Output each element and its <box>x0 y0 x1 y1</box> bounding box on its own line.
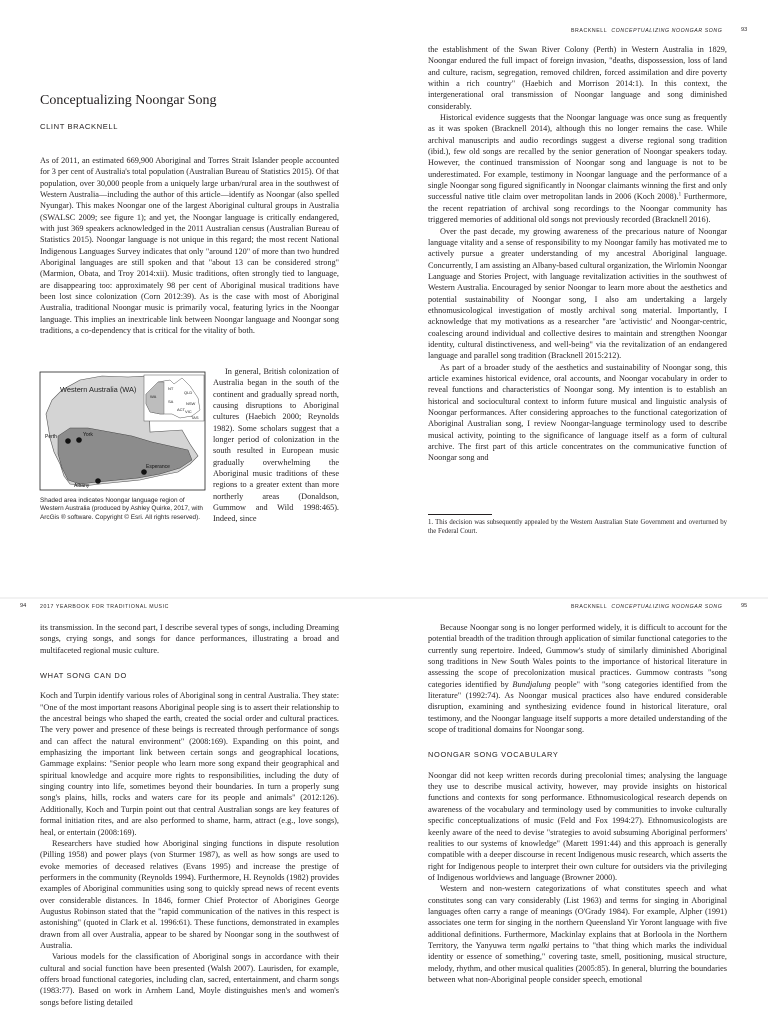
article-title: Conceptualizing Noongar Song <box>40 93 217 108</box>
paragraph: Various models for the classification of Aboriginal songs in accordance with their cultural and social function have been presented (Walsh 2007). Laurisden, for example, offers broad functional categories, including clan, sacred, entertainment, and charm songs (1983:77). Based on work in Arnhem Land, Moyle distinguishes men's and women's songs before listing detailed <box>40 952 339 1007</box>
paragraph: Researchers have studied how Aboriginal singing functions in dispute resolution (Pilling 1958) and power plays (von Sturmer 1987), as well as how songs are used to evoke memories of deceased relatives (Evans 1995) and increase the prestige of performers in the community (Reynolds 1994). Furthermore, H. Reynolds (1982) provides examples of Aboriginal communities using song to quickly spread news of recent events over considerable distances. In 1846, former Chief Protector of Aborigines George Augustus Robinson stated that the "rapid communication of the natives in this respect is astonishing" (quoted in Clark et al. 1996:61). These functions, demonstrated in examples drawn from all over Australia, appear to be shared by Noongar song in the southwest of Australia. <box>40 838 340 950</box>
paragraph: Because Noongar song is no longer performed widely, it is difficult to account for the potential breadth of the tradition through application of similar functional categories to the currently sung repertoire. Indeed, Gummow's study of similarly diminished Aboriginal song traditions in New South Wales points to the importance of historical literature in assessing the scope of precolonization musical practices. Gummow contrasts "song categories identified by Bundjalung people" with "song categories identified from the literature" (1992:74). As Noongar musical practices also have endured considerable disruption, examining and synthesizing evidence found in historical literature, oral testimony, and the Noongar language itself supports a more detailed understanding of the scope of traditional domains for Noongar song. <box>428 623 727 735</box>
place-label: Albany <box>74 483 90 489</box>
page-number: 94 <box>20 603 27 609</box>
place-label: Esperance <box>146 464 170 470</box>
paragraph <box>428 112 727 225</box>
right-column <box>428 44 727 464</box>
left-column <box>40 622 339 1008</box>
inset-label: TAS <box>191 415 199 420</box>
running-head: 2017 YEARBOOK FOR TRADITIONAL MUSIC <box>40 604 170 610</box>
paragraph: Koch and Turpin identify various roles of Aboriginal song in central Australia. They state: "One of the most important reasons Aboriginal people sing is to assert their relationship to the ancestral beings who shaped the earth, created the social order and cultural practices. The very power and presence of these beings is recreated through performance of songs and can affect the natural environment" (2008:169). Expanding on this point, and emphasizing the important link between certain songs and geographical locations, Gammage explains: "Senior people who learn more song expand their geographical and spiritual knowledge and acquire more rights to responsibilities, including the duty of singing country into life, sometimes beyond their boundaries. In turn a properly sung song's plains, hills, rocks and waters care for its people and animals" (2012:126). Additionally, Koch and Turpin point out that central Australian songs are key features of formal initiation rites, and are also performed to shame, harm, attract (e.g., love songs), heal, or entertain (2008:169). <box>40 691 339 837</box>
page-number: 93 <box>741 27 748 33</box>
paragraph: the establishment of the Swan River Colony (Perth) in Western Australia in 1829, Noongar endured the full impact of foreign invasion, "deaths, dispossession, loss of land and culture, racism, segregation, removed children, forced assimilation and dire poverty within a rich country" (Haebich and Morrison 2014:1). In this context, the intergenerational oral transmission of Noongar language and song diminished considerably. <box>428 45 727 111</box>
map-title: Western Australia (WA) <box>60 385 137 394</box>
inset-label: ACT <box>177 407 185 412</box>
paragraph: Noongar did not keep written records during precolonial times; analysing the language they use to describe musical activity, however, may provide insights on historical functions and contexts for song performance. Ethnomusicological research depends on awareness of the vocabulary and terminology used by communities to invoke culturally specific conceptualizations of music (Feld and Fox 1994:27). Ethnomusicologists are keenly aware of the need to devise "strategies to avoid subsuming Aboriginal performers' realities to our systems of knowledge" (Marett 1991:44) and this approach is generally compatible with a deeper discourse in recent Indigenous music research, which asserts the right for Indigenous people to interpret their own culture for outsiders via the privileging of Indigenous worldviews and language (Browner 2000). <box>428 770 727 882</box>
paragraph: its transmission. In the second part, I describe several types of songs, including Dreaming songs, crying songs, and songs for dance performances, illustrating a broad and multifaceted regional music culture. <box>40 623 339 655</box>
inset-label: SA <box>168 399 174 404</box>
paragraph: In general, British colonization of Australia began in the south of the continent and gradually spread north, causing disruptions to Aboriginal cultures (Haebich 2000; Reynolds 1982). Some scholars suggest that a longer period of colonization in the south resulted in European music gradually overwhelming the Aboriginal music traditions of these regions to a greater extent than more northerly areas (Donaldson, Gummow and Wild 1998:465). Indeed, since <box>213 367 339 524</box>
esperance-marker <box>141 469 147 475</box>
albany-marker <box>95 478 101 484</box>
inset-label: NT <box>168 386 174 391</box>
place-label: York <box>83 432 93 438</box>
wrap-paragraph <box>213 366 339 525</box>
footnote: 1. This decision was subsequently appealed by the Western Australian State Government and overturned by the Federal Court. <box>428 519 727 535</box>
spread-divider <box>0 597 768 599</box>
place-label: Perth <box>45 434 57 440</box>
running-head: BRACKNELL CONCEPTUALIZING NOONGAR SONG <box>571 604 723 610</box>
inset-label: QLD <box>184 390 193 395</box>
australia-inset <box>144 375 204 421</box>
spread-pages-94-95 <box>0 600 768 1024</box>
inset-label: VIC <box>185 409 192 414</box>
inset-label: NSW <box>186 401 196 406</box>
footnote-marker: 1 <box>678 192 682 198</box>
article-author: CLINT BRACKNELL <box>40 122 119 131</box>
page-number: 95 <box>741 603 748 609</box>
noongar-region-map <box>40 372 205 490</box>
paragraph-text: Furthermore, the recent repatriation of archival song recordings to the Noongar community has triggered memories of additional old songs not previously recorded (Bracknell 2016). <box>428 192 727 225</box>
footnote-rule <box>428 514 492 515</box>
section-heading: WHAT SONG CAN DO <box>40 671 127 681</box>
running-head: BRACKNELL CONCEPTUALIZING NOONGAR SONG <box>571 28 723 34</box>
perth-marker <box>65 438 71 444</box>
figure-caption: Shaded area indicates Noongar language region of Western Australia (produced by Ashley Quirke, 2017, with ArcGis ® software. Copyright © Esri. All rights reserved). <box>40 497 203 521</box>
paragraph: As part of a broader study of the aesthetics and sustainability of Noongar song, this article examines historical evidence, oral accounts, and Noongar vocabulary in order to reveal functions and characteristics of Noongar song. My intention is to establish an historical and sociocultural context to inform future musical and linguistic analysis of Noongar performances. After considering approaches to the functional categorization of Aboriginal Australian song, I review Noongar-language terminology used to describe musical activity, pointing to the significance of language itself as a form of cultural archive. The first part of this article concentrates on the communicative function of Noongar song and <box>428 362 727 463</box>
right-column <box>428 622 727 985</box>
paragraph: As of 2011, an estimated 669,900 Aboriginal and Torres Strait Islander people accounted for 3 per cent of Australia's total population (Australian Bureau of Statistics 2015). Of that population, over 30,000 people from a uniquely large urban/rural area in the southwest of Western Australia—including the author of this article—identify as Noongar (also spelled Nyungar). This makes Noongar one of the largest Aboriginal cultural groups in Australia (SWALSC 2009; see figure 1); and yet, the Noongar language is critically endangered, with just 369 speakers acknowledged in the 2011 Australian census (Australian Bureau of Statistics 2015). Noongar language is not unique in this regard; the most recent National Indigenous Languages Survey indicates that only "around 120" of more than two hundred Aboriginal languages are still spoken and that "about 13 can be considered strong" (Marmion, Obata, and Troy 2014:xii). Music traditions, often strongly tied to language, are disappearing too: approximately 98 per cent of Aboriginal musical traditions have been lost since colonization (Corn 2012:39). As is the case with most of Aboriginal Australia, traditional Noongar music is primarily vocal, featuring lyrics in the Noongar language. This implies an inextricable link between Noongar language and Noongar song traditions, a co-dependency that is critical for the vitality of both. <box>40 156 339 336</box>
section-heading: NOONGAR SONG VOCABULARY <box>428 750 559 760</box>
intro-paragraph <box>40 155 339 337</box>
york-marker <box>76 437 82 443</box>
paragraph: Western and non-western categorizations of what constitutes speech and what constitutes song can vary considerably (List 1963) and terms for singing in Aboriginal languages often carry a range of meanings (O'Grady 1984). For example, Alpher (1991) associates one term for singing in the northern Queensland Yir Yoront language with five additional definitions. Furthermore, Mackinlay explains that at Borloola in the Northern Territory, the Yanyuwa term ngalki pertains to "that thing which marks the individual identity or essence of something," covering taste, smell, positioning, musical structure, melody, rhythm, and other musical qualities (2005:85). In general, blurring the boundaries between what non-Aboriginal people consider speech, emotional <box>428 884 727 984</box>
paragraph: Over the past decade, my growing awareness of the precarious nature of Noongar language vitality and a sense of responsibility to my Noongar family has motivated me to actively pursue a greater understanding of my ancestral Aboriginal language. Concurrently, I am assisting an Albany-based cultural organization, the Wirlomin Noongar Language and Stories Project, with language revitalization activities in the southwest of Western Australia. Encouraged by senior Noongar to learn more about the aesthetics and potential sustainability of Noongar song, I also am undertaking a largely ethnomusicological investigation of mostly archival song material. Importantly, I acknowledge that my motivations as a researcher "are 'activistic' and Noongar-centric, coalescing around individual and collective desires to maintain and strengthen Noongar identity, cultural distinctiveness, and well-being" via the revitalization of an endangered language and parallel song tradition (Bracknell 2015:212). <box>428 226 727 361</box>
paragraph-text: Historical evidence suggests that the Noongar language was once sung as frequently as it was spoken (Bracknell 2014), although this no longer remains the case. While archival manuscripts and audio recordings suggest a diverse regional song tradition (ibid.), few old songs are recalled by the senior generation of Noongar speakers today. However, the continued transmission of Noongar song and language is not to be underestimated. For example, testimony in Noongar language and the performance of a single Noongar song figured significantly in Noongar claimants winning the first and only successful native title claim over metropolitan lands in 2006 (Koch 2008). <box>428 113 727 202</box>
inset-label: WA <box>150 394 157 399</box>
